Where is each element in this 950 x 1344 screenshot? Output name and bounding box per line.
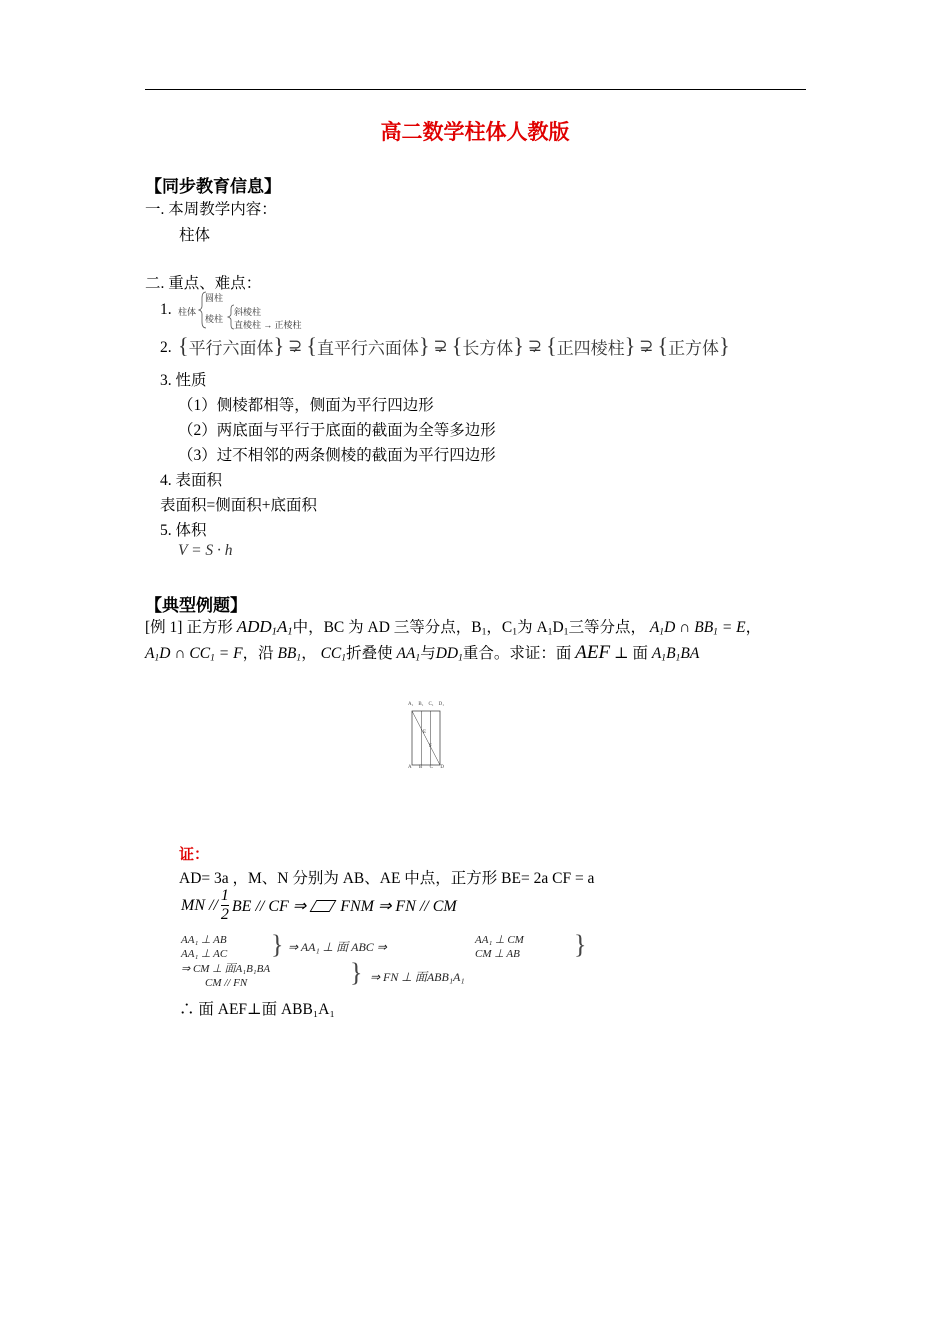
section-heading-examples: 【典型例题】 (145, 596, 247, 615)
set-square-prism: 正四棱柱 (556, 338, 625, 358)
label-d: D (440, 765, 444, 770)
set-cube: 正方体 (668, 338, 720, 358)
proof-line4-right: ⇒ FN ⊥ 面ABB₁A₁ (370, 970, 465, 984)
point1-prism: 棱柱 (205, 314, 224, 324)
math-a1b1ba: $A_1B_1BA$ (651, 645, 700, 664)
math-bb1: $BB_1$ (277, 645, 302, 664)
proof-conclusion: ∴ 面 AEF⊥面 ABB₁A₁ (179, 1001, 335, 1018)
label-b1: B₁ (418, 702, 424, 707)
item1-label: 一. 本周教学内容： (145, 201, 277, 218)
text: ，沿 (242, 645, 274, 662)
proper-superset-symbol: ⊋ (433, 336, 448, 355)
math-cm-parallel-fn: CM // FN (205, 977, 248, 990)
text: 为 A (517, 619, 548, 636)
square-fold-diagram (408, 704, 444, 774)
math-aef: AEF (575, 642, 611, 663)
text: D (552, 619, 564, 636)
text: 折叠使 (346, 645, 393, 662)
point1-root: 柱体 (178, 307, 197, 317)
top-rule (145, 89, 806, 90)
math-aa1: $AA_1$ (396, 645, 421, 664)
proof-line1: AD= 3a ，M、N 分别为 AB、AE 中点，正方形 BE= 2a CF = a (179, 870, 595, 887)
text: ⊥ 面 (614, 645, 648, 662)
label-f: F (429, 744, 432, 749)
point2-number: 2. (160, 339, 172, 356)
math-aa1-perp-ac: AA₁ ⊥ AC (181, 948, 228, 961)
label-d1: D₁ (438, 702, 444, 707)
text: 重合。求证：面 (462, 645, 572, 662)
frac-numerator: 1 (220, 887, 229, 904)
proof-brace: } (574, 930, 587, 959)
math-square: $ADD_1A_1$ (236, 617, 293, 638)
proof-line4-left (181, 962, 270, 991)
parallelogram-icon (310, 900, 337, 912)
proof-line2 (181, 888, 457, 923)
text: ， (301, 645, 317, 662)
proof-brace: } (271, 930, 284, 959)
math-aa1-perp-ab: AA₁ ⊥ AB (181, 934, 227, 946)
example-figure (408, 704, 444, 774)
point1-oblique-prism: 斜棱柱 (234, 307, 262, 317)
label-c1: C₁ (428, 702, 434, 707)
example1-line2 (145, 641, 699, 664)
proof-line3-mid: ⇒ AA₁ ⊥ 面 ABC ⇒ (288, 940, 387, 954)
set-right-parallelepiped: 直平行六面体 (316, 338, 419, 358)
text: 与 (420, 645, 436, 662)
text: 正方形 (186, 619, 233, 636)
math-fn-cm: FNM ⇒ FN // CM (340, 897, 457, 915)
example-label: [例 1] (145, 619, 183, 636)
proof-brace: } (350, 958, 363, 987)
item2-label: 二. 重点、难点： (145, 275, 262, 292)
set-parallelepiped: 平行六面体 (188, 338, 274, 358)
figure-top-labels (408, 702, 444, 707)
math-mn: MN // (181, 896, 218, 914)
point4-heading: 4. 表面积 (160, 472, 223, 489)
label-a: A (408, 765, 412, 770)
property-1: （1）侧棱都相等，侧面为平行四边形 (178, 397, 434, 414)
math-cc1: $CC_1$ (320, 645, 347, 664)
text: ，C (486, 619, 513, 636)
example1-line1: [例 1] 正方形 $ADD_1A_1$中，BC 为 AD 三等分点，$B_1$，$C_1$为 $A_1D_1$三等分点， $A_1D$ ∩ $BB_1 = E$， (145, 617, 762, 638)
math-dd1: $DD_1$ (435, 645, 463, 664)
label-a1: A₁ (408, 702, 414, 707)
fraction-half (221, 888, 229, 923)
label-c: C (429, 765, 433, 770)
proper-superset-symbol: ⊋ (639, 336, 654, 355)
point1-number: 1. (160, 301, 172, 318)
set-cuboid: 长方体 (462, 338, 514, 358)
math-intersection-e: $A_1D$ ∩ $BB_1 = E$ (649, 619, 746, 638)
volume-formula: V = S · h (178, 542, 233, 559)
text: 三等分点， (568, 619, 646, 636)
property-2: （2）两底面与平行于底面的截面为全等多边形 (178, 422, 496, 439)
frac-denominator: 2 (220, 906, 229, 923)
label-b: B (418, 765, 423, 770)
property-3: （3）过不相邻的两条侧棱的截面为平行四边形 (178, 447, 496, 464)
point5-heading: 5. 体积 (160, 522, 207, 539)
label-e: E (423, 730, 427, 735)
figure-bottom-labels (408, 765, 444, 770)
math-cm-perp-ab: CM ⊥ AB (475, 948, 520, 961)
math-be-cf: BE // CF ⇒ (231, 897, 307, 915)
proof-line3-left (181, 933, 227, 962)
proper-superset-symbol: ⊋ (288, 336, 303, 355)
point1-right-prism: 直棱柱 → 正棱柱 (234, 320, 302, 330)
proper-superset-symbol: ⊋ (527, 336, 543, 355)
math-intersection-f: $A_1D$ ∩ $CC_1 = F$ (145, 645, 243, 664)
point2-set-chain: { 平行六面体 } ⊋ { 直平行六面体 } ⊋ { 长方体 } ⊋ { 正四棱柱 } ⊋ { 正方体 } (178, 333, 730, 358)
math-cm-perp-plane: ⇒ CM ⊥ 面A₁B₁BA (181, 963, 271, 975)
proof-line3-right (475, 933, 524, 962)
item1-value: 柱体 (179, 227, 211, 244)
math-aa1-perp-cm: AA₁ ⊥ CM (475, 934, 524, 946)
surface-area-formula: 表面积=侧面积+底面积 (160, 497, 317, 514)
text: 中，BC 为 AD 三等分点，B (292, 619, 482, 636)
point1-cylinder: 圆柱 (205, 293, 224, 303)
proof-label: 证： (179, 847, 210, 863)
point3-heading: 3. 性质 (160, 372, 207, 389)
page-title: 高二数学柱体人教版 (380, 120, 570, 144)
section-heading-info: 【同步教育信息】 (145, 177, 281, 196)
